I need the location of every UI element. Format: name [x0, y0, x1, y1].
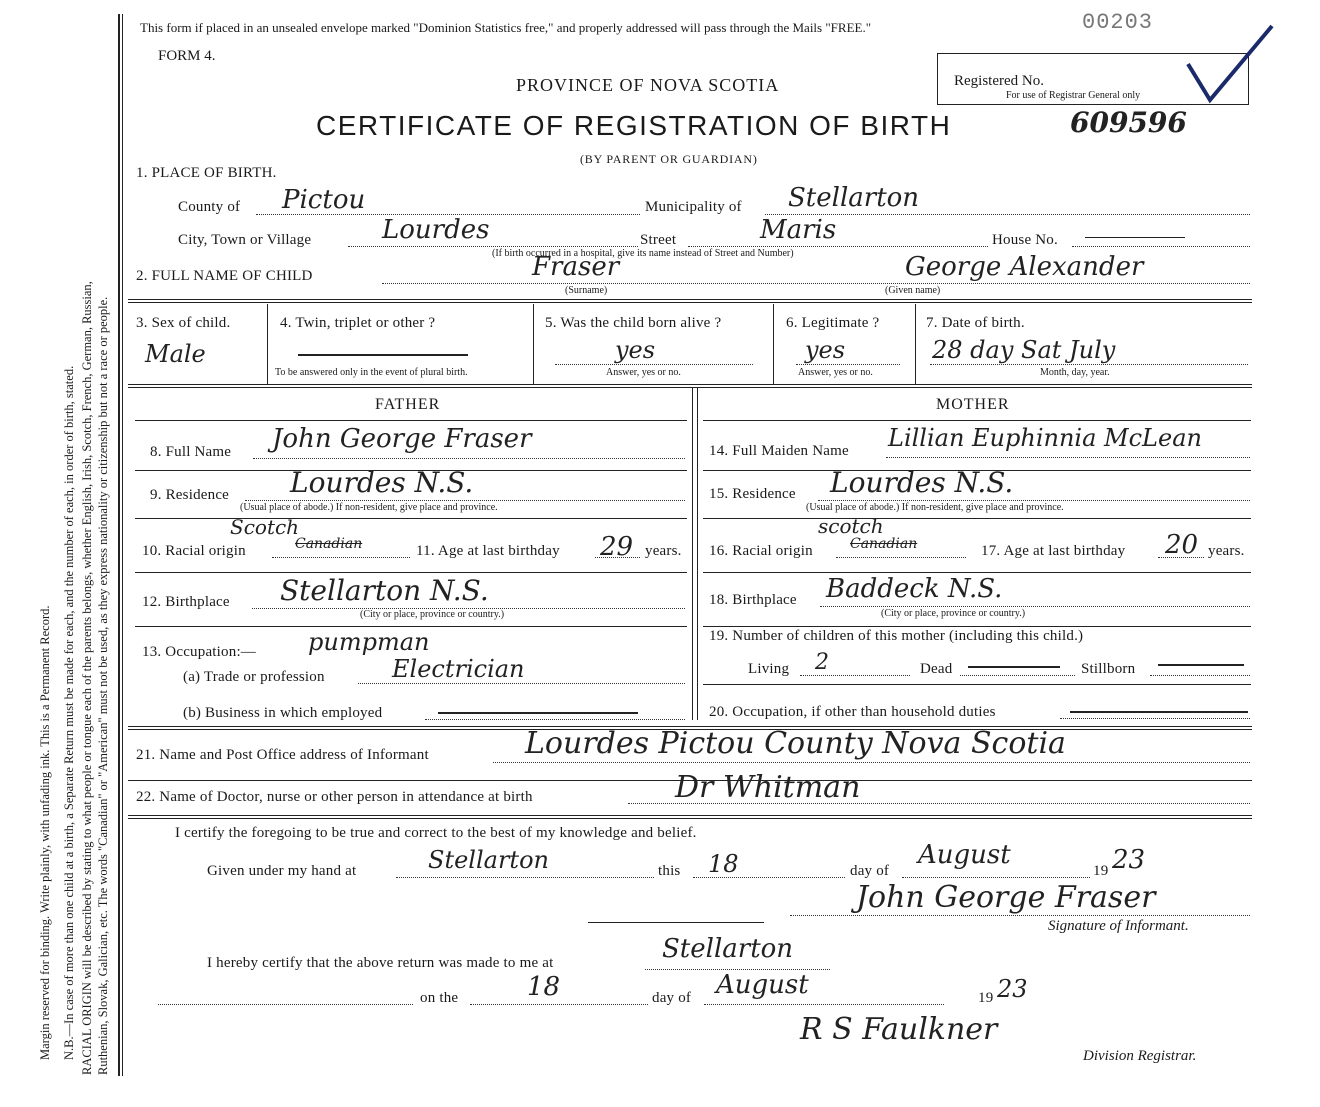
street-value: Maris [760, 215, 837, 245]
street-label: Street [640, 232, 677, 248]
alive-line [555, 364, 753, 365]
certificate-subtitle: (BY PARENT OR GUARDIAN) [580, 152, 758, 166]
on-the-label: on the [420, 990, 459, 1006]
stillborn-label: Stillborn [1081, 661, 1136, 677]
doctor-label: 22. Name of Doctor, nurse or other person in attendance at birth [136, 789, 533, 805]
certificate-title: CERTIFICATE OF REGISTRATION OF BIRTH [316, 110, 952, 141]
father-rule-2 [135, 518, 687, 519]
legitimate-note: Answer, yes or no. [798, 367, 873, 378]
mother-children-label: 19. Number of children of this mother (including this child.) [709, 628, 1084, 644]
registrar-caption: Division Registrar. [1083, 1048, 1197, 1064]
binding-margin-line [118, 14, 120, 1076]
dob-value: 28 day Sat July [932, 336, 1116, 364]
legitimate-value: yes [805, 336, 846, 364]
twin-note: To be answered only in the event of plural birth. [275, 367, 468, 378]
father-residence-value: Lourdes N.S. [290, 466, 474, 499]
mother-name-label: 14. Full Maiden Name [709, 443, 849, 459]
mother-heading: MOTHER [936, 396, 1010, 413]
city-label: City, Town or Village [178, 232, 312, 248]
registrar-year-suffix: 23 [997, 975, 1028, 1003]
mother-name-value: Lillian Euphinnia McLean [888, 424, 1202, 452]
doctor-value: Dr Whitman [675, 770, 861, 805]
child-name-label: 2. FULL NAME OF CHILD [136, 268, 313, 284]
mother-rule-4 [703, 626, 1251, 627]
given-place-line [396, 877, 654, 878]
form-number: FORM 4. [158, 48, 216, 64]
municipality-label: Municipality of [645, 199, 742, 215]
father-age-value: 29 [600, 532, 634, 562]
margin-note-racial-origin-1: RACIAL ORIGIN will be described by stating to what people or tongue each of the parents belongs, whether English, Irish, Scotch, French, German, Russian, [80, 281, 94, 1075]
living-label: Living [748, 661, 790, 677]
province-title: PROVINCE OF NOVA SCOTIA [516, 75, 780, 95]
informant-signature-line [790, 915, 1250, 916]
registrar-lead-line [158, 1004, 413, 1005]
parent-divider-a [692, 388, 693, 720]
county-label: County of [178, 199, 241, 215]
informant-label: 21. Name and Post Office address of Informant [136, 747, 429, 763]
father-birthplace-label: 12. Birthplace [142, 594, 230, 610]
city-line [348, 246, 638, 247]
rule-before-certification [128, 815, 1252, 819]
mother-occupation-label: 20. Occupation, if other than household duties [709, 704, 996, 720]
informant-signature-short-rule [588, 922, 764, 923]
child-given-value: George Alexander [905, 252, 1144, 282]
mother-occupation-line [1060, 718, 1250, 719]
given-month-value: August [918, 840, 1011, 870]
divider-6-7 [915, 304, 916, 384]
mother-name-line [886, 457, 1250, 458]
father-origin-label: 10. Racial origin [142, 543, 246, 559]
stillborn-line [1150, 675, 1250, 676]
registrar-statement: I hereby certify that the above return was made to me at [207, 955, 554, 971]
house-dash [1085, 237, 1185, 238]
mother-origin-value: scotch [818, 514, 884, 538]
given-label: Given under my hand at [207, 863, 357, 879]
this-label: this [658, 863, 681, 879]
mother-residence-value: Lourdes N.S. [830, 466, 1014, 499]
county-value: Pictou [282, 185, 366, 215]
rule-after-name [128, 299, 1252, 303]
father-name-label: 8. Full Name [150, 444, 232, 460]
legitimate-line [796, 364, 900, 365]
dob-label: 7. Date of birth. [926, 315, 1025, 331]
father-residence-line [245, 500, 685, 501]
surname-caption: (Surname) [565, 285, 608, 296]
dead-dash [968, 666, 1060, 668]
city-value: Lourdes [382, 215, 490, 245]
informant-line [493, 762, 1250, 763]
mother-birthplace-label: 18. Birthplace [709, 592, 797, 608]
living-line [800, 675, 910, 676]
mother-rule-3 [703, 572, 1251, 573]
registrar-day-of-label: day of [652, 990, 692, 1006]
margin-note-binding: Margin reserved for binding. Write plainly, with unfading ink. This is a Permanent Record. [38, 605, 52, 1060]
father-years-label: years. [645, 543, 682, 559]
margin-note-multiple-births: N.B.—In case of more than one child at a birth, a Separate Return must be made for each, and the number of each, in order of birth, stated. [62, 365, 76, 1060]
given-caption: (Given name) [885, 285, 941, 296]
alive-value: yes [615, 336, 656, 364]
municipality-line [765, 214, 1250, 215]
child-name-line [382, 283, 1250, 284]
alive-label: 5. Was the child born alive ? [545, 315, 722, 331]
mother-rule-5 [703, 684, 1251, 685]
father-residence-note: (Usual place of abode.) If non-resident, give place and province. [240, 502, 498, 513]
municipality-value: Stellarton [788, 183, 920, 213]
father-heading: FATHER [375, 396, 441, 413]
mother-rule-2 [703, 518, 1251, 519]
father-rule-4 [135, 626, 687, 627]
father-business-line [425, 719, 685, 720]
divider-4-5 [533, 304, 534, 384]
father-business-dash [438, 712, 638, 714]
father-occupation-label: 13. Occupation:— [142, 644, 257, 660]
mother-residence-note: (Usual place of abode.) If non-resident, give place and province. [806, 502, 1064, 513]
mother-age-value: 20 [1165, 530, 1199, 560]
mother-origin-struck: Canadian [850, 536, 918, 552]
dob-line [930, 364, 1248, 365]
signature-caption: Signature of Informant. [1048, 918, 1189, 934]
stamp-number: 00203 [1082, 10, 1154, 35]
father-trade-label: (a) Trade or profession [183, 669, 325, 685]
day-of-label: day of [850, 863, 890, 879]
twin-dash [298, 354, 468, 356]
check-mark-icon [1180, 18, 1280, 108]
father-birthplace-value: Stellarton N.S. [280, 574, 489, 607]
registrar-year-prefix: 19 [978, 990, 994, 1006]
registrar-signature: R S Faulkner [800, 1012, 998, 1047]
father-age-label: 11. Age at last birthday [416, 543, 560, 559]
parent-divider-b [697, 388, 698, 720]
father-trade-value: Electrician [392, 655, 525, 683]
father-rule-3 [135, 572, 687, 573]
given-place-value: Stellarton [428, 846, 549, 874]
given-year-prefix: 19 [1093, 863, 1109, 879]
certification-statement: I certify the foregoing to be true and correct to the best of my knowledge and belief. [175, 825, 697, 841]
house-line [1072, 246, 1250, 247]
father-origin-line [272, 557, 410, 558]
mother-heading-rule [703, 420, 1251, 421]
given-year-suffix: 23 [1112, 845, 1146, 875]
sex-value: Male [145, 340, 206, 368]
margin-note-racial-origin-2: Ruthenian, Slovak, Galician, etc. The words "Canadian" or "American" must not be used, as they express nationality or citizenship but not a race or people. [96, 296, 110, 1075]
stillborn-dash [1158, 664, 1244, 666]
father-name-value: John George Fraser [272, 424, 532, 454]
binding-margin-line-inner [122, 14, 123, 1076]
mother-birthplace-line [820, 606, 1250, 607]
postal-note: This form if placed in an unsealed envelope marked "Dominion Statistics free," and properly addressed will pass through the Mails "FREE." [140, 20, 872, 35]
mother-residence-label: 15. Residence [709, 486, 796, 502]
registrar-note: For use of Registrar General only [1006, 90, 1141, 101]
informant-signature: John George Fraser [856, 880, 1156, 915]
registration-number: 609596 [1070, 106, 1187, 139]
mother-residence-line [818, 500, 1250, 501]
divider-3-4 [267, 304, 268, 384]
divider-5-6 [773, 304, 774, 384]
dead-line [960, 675, 1075, 676]
sex-label: 3. Sex of child. [136, 315, 231, 331]
mother-years-label: years. [1208, 543, 1245, 559]
registered-label: Registered No. [954, 73, 1044, 89]
father-heading-rule [135, 420, 687, 421]
registrar-day-line [470, 1004, 648, 1005]
father-trade-line [358, 683, 685, 684]
street-line [688, 246, 988, 247]
mother-birthplace-note: (City or place, province or country.) [881, 608, 1026, 619]
mother-origin-line [836, 557, 966, 558]
mother-origin-label: 16. Racial origin [709, 543, 813, 559]
father-name-line [253, 458, 685, 459]
father-occupation-value: pumpman [308, 628, 430, 656]
dob-note: Month, day, year. [1040, 367, 1110, 378]
place-of-birth-heading: 1. PLACE OF BIRTH. [136, 165, 277, 181]
informant-value: Lourdes Pictou County Nova Scotia [525, 726, 1066, 761]
alive-note: Answer, yes or no. [606, 367, 681, 378]
father-residence-label: 9. Residence [150, 487, 230, 503]
rule-before-parents [128, 384, 1252, 388]
twin-label: 4. Twin, triplet or other ? [280, 315, 436, 331]
registrar-month-value: August [716, 970, 809, 1000]
house-label: House No. [992, 232, 1058, 248]
mother-age-label: 17. Age at last birthday [981, 543, 1126, 559]
hospital-note: (If birth occurred in a hospital, give its name instead of Street and Number) [492, 248, 794, 259]
father-origin-struck: Canadian [295, 536, 363, 552]
father-origin-value: Scotch [230, 515, 300, 539]
given-day-value: 18 [708, 850, 739, 878]
father-birthplace-note: (City or place, province or country.) [360, 609, 505, 620]
child-surname-value: Fraser [532, 252, 620, 282]
father-business-label: (b) Business in which employed [183, 705, 383, 721]
registrar-day-value: 18 [527, 972, 561, 1002]
legitimate-label: 6. Legitimate ? [786, 315, 880, 331]
given-month-line [902, 877, 1090, 878]
dead-label: Dead [920, 661, 953, 677]
registrar-place-value: Stellarton [662, 934, 794, 964]
mother-occupation-dash [1070, 711, 1248, 713]
living-value: 2 [815, 650, 829, 675]
registrar-month-line [704, 1004, 944, 1005]
mother-birthplace-value: Baddeck N.S. [826, 574, 1003, 604]
